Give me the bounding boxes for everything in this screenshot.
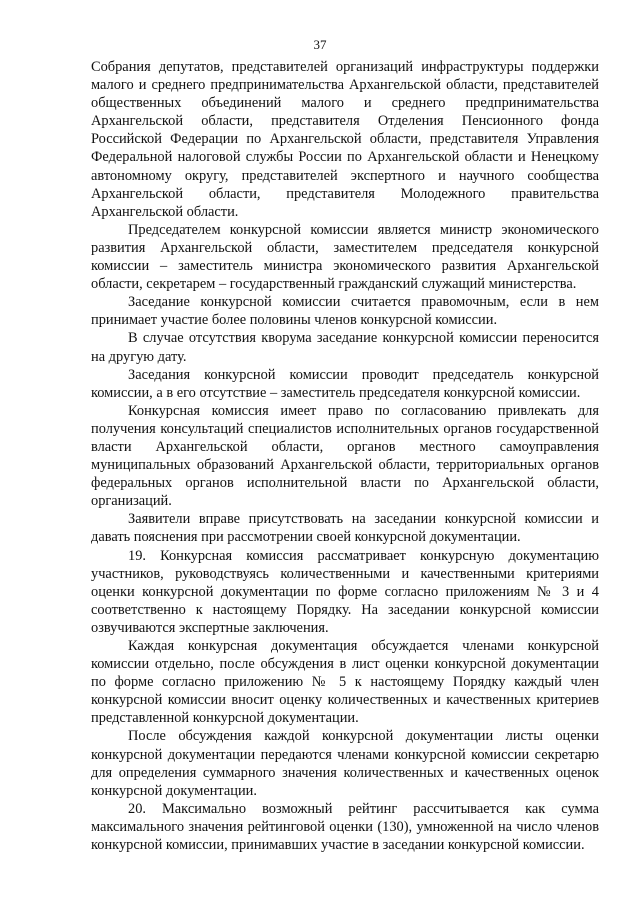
paragraph-item-20: 20. Максимально возможный рейтинг рассчитывается как сумма максимального значения рейтинговой оценки (130), умноженной на число членов конкурсной комиссии, принимавших участие в заседании конкурсной комиссии. [91,800,599,854]
paragraph-quorum: Заседание конкурсной комиссии считается правомочным, если в нем принимает участие более половины членов конкурсной комиссии. [91,294,599,329]
paragraph-applicants: Заявители вправе присутствовать на заседании конкурсной комиссии и давать пояснения при рассмотрении своей конкурсной документации. [91,511,599,546]
paragraph-continuation: Собрания депутатов, представителей организаций инфраструктуры поддержки малого и среднего предпринимательства Архангельской области, представителей общественных объединений малого и среднего предпринимательства Архангельской области, представителя Отделения Пенсионного фонда Российской Федерации по Архангельской области, представителя Управления Федеральной налоговой службы России по Архангельской области и Ненецкому автономному округу, представителей экспертного и научного сообщества Архангельской области, представителя Молодежного правительства Архангельской области. [91,59,599,220]
paragraph-consultations: Конкурсная комиссия имеет право по согласованию привлекать для получения консультаций специалистов исполнительных органов государственной власти Архангельской области, органов местного самоуправления муниципальных образований Архангельской области, территориальных органов федеральных органов исполнительной власти по Архангельской области, организаций. [91,402,599,510]
paragraph-meeting-chair: Заседания конкурсной комиссии проводит председатель конкурсной комиссии, а в его отсутствие – заместитель председателя конкурсной комиссии. [91,366,599,401]
paragraph-no-quorum: В случае отсутствия кворума заседание конкурсной комиссии переносится на другую дату. [91,330,599,365]
paragraph-commission-chair: Председателем конкурсной комиссии является министр экономического развития Архангельской области, заместителем председателя конкурсной комиссии – заместитель министра экономического развития Архангельской области, секретарем – государственный гражданский служащий министерства. [91,221,599,293]
paragraph-evaluation-sheets: После обсуждения каждой конкурсной документации листы оценки конкурсной документации передаются членами конкурсной комиссии секретарю для определения суммарного значения количественных и качественных оценок конкурсной документации. [91,728,599,799]
paragraph-evaluation: Каждая конкурсная документация обсуждается членами конкурсной комиссии отдельно, после обсуждения в лист оценки конкурсной документации по форме согласно приложению № 5 к настоящему Порядку каждый член конкурсной комиссии вносит оценку количественных и качественных критериев представленной конкурсной документации. [91,638,599,727]
page-number: 37 [313,37,327,52]
document-body [91,58,599,854]
paragraph-item-19: 19. Конкурсная комиссия рассматривает конкурсную документацию участников, руководствуясь количественными и качественными критериями оценки конкурсной документации по форме согласно приложениям № 3 и 4 соответственно к настоящему Порядку. На заседании конкурсной комиссии озвучиваются экспертные заключения. [91,547,599,636]
